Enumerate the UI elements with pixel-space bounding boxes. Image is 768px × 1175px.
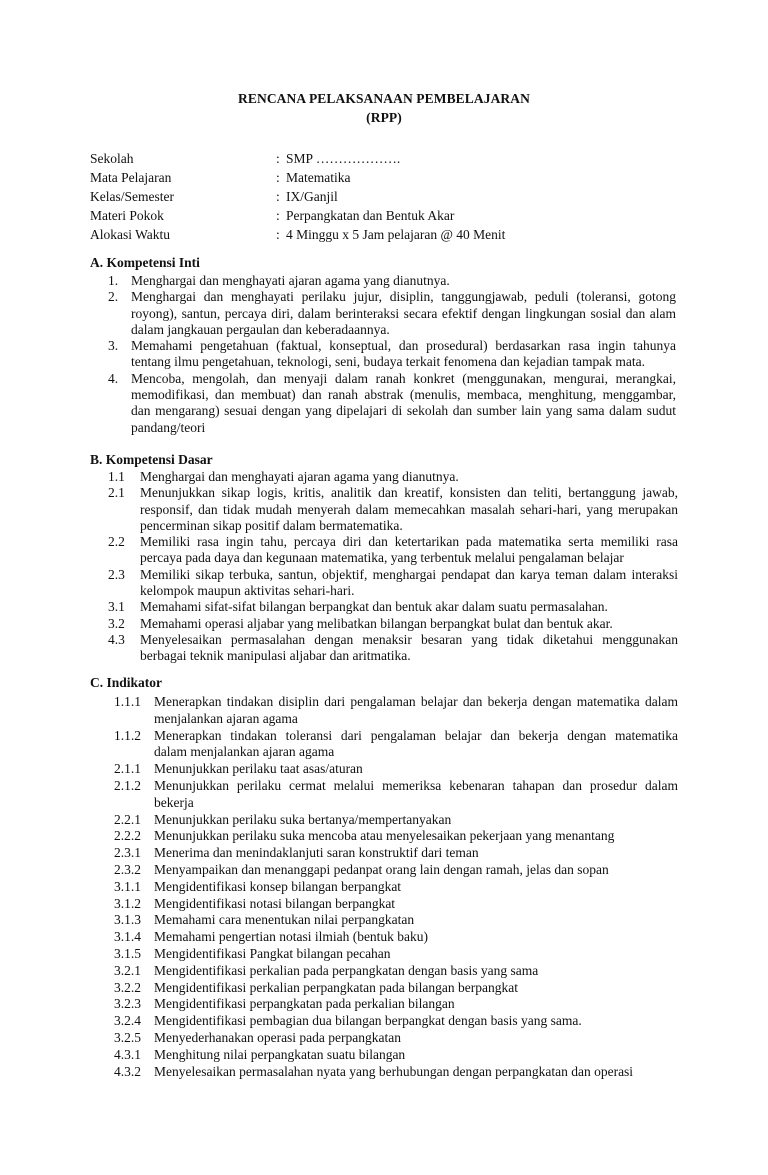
item-text-line: Mencoba, mengolah, dan menyaji dalam ranah konkret (menggunakan, mengurai, merangkai, [131, 370, 676, 386]
identity-label: Mata Pelajaran [90, 170, 172, 185]
item-number: 4.3 [108, 632, 125, 647]
identity-label: Kelas/Semester [90, 189, 174, 204]
item-text-line: Memahami operasi aljabar yang melibatkan bilangan berpangkat bulat dan bentuk akar. [140, 615, 613, 631]
item-text-line: pandang/teori [131, 419, 206, 435]
item-number: 4.3.2 [114, 1063, 141, 1079]
item-text-line: Memahami sifat-sifat bilangan berpangkat dan bentuk akar dalam suatu permasalahan. [140, 599, 608, 615]
item-number: 3.1.2 [114, 895, 141, 911]
item-text-line: Menerapkan tindakan disiplin dari pengalaman belajar dan bekerja dengan matematika dalam [154, 694, 678, 709]
item-number: 2.3.1 [114, 845, 141, 861]
item-text-line: tentang ilmu pengetahuan, teknologi, seni, budaya terkait fenomena dan kejadian tampak mata. [131, 354, 645, 370]
item-number: 3.2 [108, 615, 125, 631]
item-text-line: Menunjukkan perilaku suka mencoba atau menyelesaikan pekerjaan yang menantang [154, 828, 615, 844]
item-text-line: Mengidentifikasi perkalian perpangkatan pada bilangan berpangkat [154, 979, 518, 995]
item-text-line: dalam jangkauan pergaulan dan keberadaannya. [131, 321, 390, 337]
identity-colon: : [276, 227, 280, 242]
item-text-line: Menghargai dan menghayati perilaku jujur, disiplin, tanggungjawab, peduli (toleransi, gotong [131, 289, 676, 305]
item-text-line: Menyelesaikan permasalahan nyata yang berhubungan dengan perpangkatan dan operasi [154, 1063, 634, 1079]
section-heading-indikator: C. Indikator [90, 675, 163, 690]
item-number: 2.1 [108, 485, 125, 501]
item-number: 3.2.4 [114, 1013, 141, 1029]
item-text-line: Memiliki sikap terbuka, santun, objektif, menghargai pendapat dan karya teman dalam interaksi [140, 566, 678, 582]
identity-colon: : [276, 189, 280, 204]
identity-value: Perpangkatan dan Bentuk Akar [286, 208, 455, 223]
item-text-line: Memahami cara menentukan nilai perpangkatan [154, 912, 415, 928]
item-text-line: Menunjukkan perilaku taat asas/aturan [154, 761, 363, 777]
identity-value: 4 Minggu x 5 Jam pelajaran @ 40 Menit [286, 227, 506, 242]
item-text-line: Mengidentifikasi Pangkat bilangan pecahan [154, 946, 391, 961]
item-text-line: Menghargai dan menghayati ajaran agama yang dianutnya. [140, 469, 459, 484]
item-text-line: Mengidentifikasi perkalian pada perpangkatan dengan basis yang sama [154, 962, 539, 978]
item-number: 1.1.2 [114, 727, 141, 743]
item-text-line: Menunjukkan sikap logis, kritis, analitik dan kreatif, konsisten dan teliti, bertanggung jawab, [140, 485, 678, 501]
item-text-line: Menunjukkan perilaku suka bertanya/mempertanyakan [154, 811, 452, 827]
section-heading-kompetensi-inti: A. Kompetensi Inti [90, 255, 200, 270]
item-text-line: menjalankan ajaran agama [154, 710, 298, 726]
item-text-line: Mengidentifikasi perpangkatan pada perkalian bilangan [154, 996, 455, 1012]
item-number: 2.3 [108, 566, 125, 582]
item-text-line: Memahami pengertian notasi ilmiah (bentuk baku) [154, 929, 429, 945]
item-number: 2.2 [108, 534, 125, 550]
identity-value: IX/Ganjil [286, 189, 338, 204]
item-text-line: berbagai teknik manipulasi aljabar dan aritmatika. [140, 648, 411, 664]
item-number: 2.1.2 [114, 778, 141, 793]
item-text-line: Memiliki rasa ingin tahu, percaya diri dan ketertarikan pada matematika serta memiliki rasa [140, 534, 678, 550]
item-text-line: Menyelesaikan permasalahan dengan menaksir besaran yang tidak diketahui menggunakan [140, 632, 678, 647]
item-text-line: Menunjukkan perilaku cermat melalui memeriksa kebenaran tahapan dan prosedur dalam [154, 778, 678, 793]
item-text-line: Menyederhanakan operasi pada perpangkatan [154, 1030, 402, 1045]
item-number: 3.1.5 [114, 946, 141, 961]
identity-label: Materi Pokok [90, 208, 164, 223]
item-text-line: Menerapkan tindakan toleransi dari pengalaman belajar dan bekerja dengan matematika [154, 727, 678, 743]
identity-colon: : [276, 151, 280, 166]
item-text-line: memodifikasi, dan membuat) dan ranah abstrak (menulis, membaca, menghitung, menggambar, [131, 387, 676, 403]
identity-value: SMP ………………. [286, 151, 401, 166]
item-text-line: Mengidentifikasi notasi bilangan berpangkat [154, 895, 396, 911]
section-heading-kompetensi-dasar: B. Kompetensi Dasar [90, 452, 213, 467]
item-number: 2.3.2 [114, 862, 141, 877]
document-subtitle: (RPP) [366, 110, 402, 125]
item-number: 4.3.1 [114, 1046, 141, 1062]
item-text-line: Menerima dan menindaklanjuti saran konstruktif dari teman [154, 845, 479, 861]
item-number: 2.1.1 [114, 761, 141, 777]
item-text-line: pencerminan sikap positif dalam bermatematika. [140, 517, 403, 533]
item-number: 3.2.1 [114, 962, 141, 978]
item-number: 3.1.3 [114, 912, 141, 928]
identity-label: Alokasi Waktu [90, 227, 171, 242]
item-text-line: dan mengarang) sesuai dengan yang dipelajari di sekolah dan sumber lain yang sama dalam sudut [131, 403, 676, 419]
item-number: 1.1.1 [114, 694, 141, 709]
item-text-line: Mengidentifikasi konsep bilangan berpangkat [154, 878, 402, 894]
item-number: 3.2.3 [114, 996, 141, 1012]
item-number: 3.2.5 [114, 1030, 141, 1045]
item-text-line: responsif, dan tidak mudah menyerah dalam memecahkan masalah sehari-hari, yang merupakan [140, 501, 678, 517]
item-text-line: bekerja [154, 794, 194, 810]
identity-label: Sekolah [90, 151, 134, 166]
identity-value: Matematika [286, 170, 351, 185]
item-text-line: percaya pada daya dan kegunaan matematika, yang terbentuk melalui pengalaman belajar [140, 550, 624, 566]
item-number: 3.1 [108, 599, 125, 615]
item-text-line: Menghitung nilai perpangkatan suatu bilangan [154, 1046, 406, 1062]
item-number: 1.1 [108, 469, 125, 484]
item-number: 4. [108, 370, 119, 386]
item-number: 2. [108, 289, 119, 305]
identity-colon: : [276, 170, 280, 185]
item-text-line: Mengidentifikasi pembagian dua bilangan berpangkat dengan basis yang sama. [154, 1013, 582, 1029]
item-number: 2.2.1 [114, 811, 141, 827]
item-number: 1. [108, 273, 119, 288]
item-text-line: kelompok maupun aktivitas sehari-hari. [140, 583, 355, 599]
item-number: 3.1.1 [114, 878, 141, 894]
item-number: 2.2.2 [114, 828, 141, 844]
item-number: 3.1.4 [114, 929, 141, 945]
item-number: 3.2.2 [114, 979, 141, 995]
item-text-line: Menghargai dan menghayati ajaran agama yang dianutnya. [131, 273, 450, 288]
item-text-line: dalam menjalankan ajaran agama [154, 744, 335, 760]
item-text-line: Memahami pengetahuan (faktual, konseptual, dan prosedural) berdasarkan rasa ingin tahunya [131, 338, 676, 354]
item-text-line: Menyampaikan dan menanggapi pedanpat orang lain dengan ramah, jelas dan sopan [154, 862, 609, 877]
item-number: 3. [108, 338, 119, 354]
identity-colon: : [276, 208, 280, 223]
item-text-line: royong), santun, percaya diri, dalam berinteraksi secara efektif dengan lingkungan sosial dan alam [131, 305, 676, 321]
document-title: RENCANA PELAKSANAAN PEMBELAJARAN [238, 91, 530, 106]
